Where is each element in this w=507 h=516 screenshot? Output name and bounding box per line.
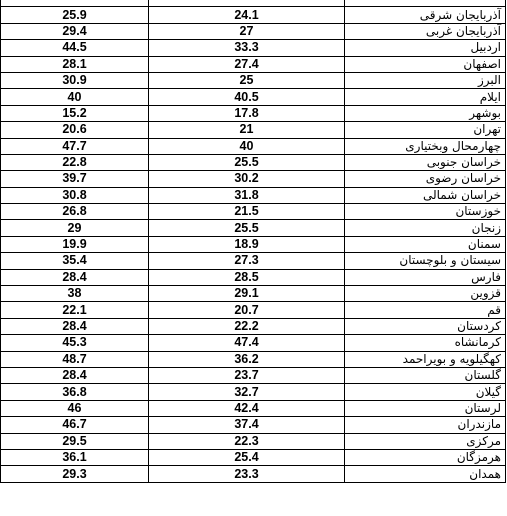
table-row [1,89,506,105]
value-cell-left: 15.2 [1,105,149,121]
table-row [1,253,506,269]
value-cell-middle: 24.1 [149,7,345,23]
value-cell-left: 40 [1,89,149,105]
value-cell-left: 28.4 [1,269,149,285]
value-cell-middle: 23.3 [149,466,345,482]
value-cell-middle: 40.5 [149,89,345,105]
table-row [1,318,506,334]
province-name-cell: لرستان [345,400,506,416]
province-name-cell: سیستان و بلوچستان [345,253,506,269]
value-cell-middle: 30.2 [149,171,345,187]
province-name-cell: خراسان شمالی [345,187,506,203]
table-row [1,187,506,203]
table-row [1,72,506,88]
table-row [1,417,506,433]
value-cell-middle: 40 [149,138,345,154]
value-cell-middle: 23.7 [149,367,345,383]
table-row [1,433,506,449]
province-name-cell: مازندران [345,417,506,433]
province-name-cell: ایلام [345,89,506,105]
province-name-cell: آذربایجان غربی [345,23,506,39]
value-cell-middle: 32.7 [149,384,345,400]
value-cell-left: 44.5 [1,40,149,56]
table-row [1,40,506,56]
province-name-cell: خوزستان [345,204,506,220]
table-row [1,23,506,39]
province-name-cell: تهران [345,122,506,138]
value-cell-middle: 21.5 [149,204,345,220]
value-cell-middle: 22.3 [149,433,345,449]
value-cell-left: 28.4 [1,318,149,334]
table-row [1,335,506,351]
header-province [345,0,506,7]
header-left [1,0,149,7]
value-cell-left: 25.9 [1,7,149,23]
province-name-cell: البرز [345,72,506,88]
province-name-cell: فارس [345,269,506,285]
province-name-cell: بوشهر [345,105,506,121]
province-name-cell: قزوین [345,286,506,302]
value-cell-left: 35.4 [1,253,149,269]
value-cell-middle: 18.9 [149,236,345,252]
value-cell-left: 20.6 [1,122,149,138]
value-cell-middle: 17.8 [149,105,345,121]
province-name-cell: کهگیلویه و بویراحمد [345,351,506,367]
value-cell-middle: 25.4 [149,449,345,465]
table-row [1,105,506,121]
value-cell-middle: 28.5 [149,269,345,285]
value-cell-middle: 25.5 [149,220,345,236]
table-row [1,302,506,318]
table-header-row [1,0,506,7]
value-cell-middle: 27 [149,23,345,39]
value-cell-middle: 29.1 [149,286,345,302]
value-cell-left: 19.9 [1,236,149,252]
value-cell-middle: 27.3 [149,253,345,269]
table-row [1,269,506,285]
table-row [1,236,506,252]
value-cell-left: 28.4 [1,367,149,383]
table-row [1,204,506,220]
value-cell-middle: 20.7 [149,302,345,318]
province-name-cell: خراسان جنوبی [345,154,506,170]
value-cell-left: 28.1 [1,56,149,72]
value-cell-left: 36.8 [1,384,149,400]
table-row [1,122,506,138]
table-row [1,171,506,187]
table-row [1,367,506,383]
value-cell-middle: 25.5 [149,154,345,170]
value-cell-left: 38 [1,286,149,302]
value-cell-left: 46 [1,400,149,416]
province-name-cell: زنجان [345,220,506,236]
province-name-cell: اردبیل [345,40,506,56]
value-cell-middle: 47.4 [149,335,345,351]
value-cell-middle: 25 [149,72,345,88]
table-row [1,351,506,367]
value-cell-middle: 31.8 [149,187,345,203]
province-name-cell: هرمزگان [345,449,506,465]
value-cell-left: 29 [1,220,149,236]
value-cell-left: 22.8 [1,154,149,170]
value-cell-left: 30.9 [1,72,149,88]
value-cell-left: 26.8 [1,204,149,220]
table-row [1,154,506,170]
table-row [1,449,506,465]
province-name-cell: مرکزی [345,433,506,449]
province-name-cell: کرمانشاه [345,335,506,351]
table-row [1,286,506,302]
province-name-cell: قم [345,302,506,318]
table-body [1,7,506,482]
province-name-cell: گلستان [345,367,506,383]
table-row [1,466,506,482]
value-cell-left: 22.1 [1,302,149,318]
value-cell-middle: 22.2 [149,318,345,334]
value-cell-left: 48.7 [1,351,149,367]
value-cell-middle: 36.2 [149,351,345,367]
value-cell-left: 29.5 [1,433,149,449]
value-cell-middle: 33.3 [149,40,345,56]
table-row [1,384,506,400]
value-cell-middle: 21 [149,122,345,138]
value-cell-left: 29.4 [1,23,149,39]
value-cell-left: 47.7 [1,138,149,154]
value-cell-left: 46.7 [1,417,149,433]
value-cell-middle: 27.4 [149,56,345,72]
province-name-cell: اصفهان [345,56,506,72]
province-name-cell: کردستان [345,318,506,334]
province-name-cell: گیلان [345,384,506,400]
table-row [1,56,506,72]
province-name-cell: همدان [345,466,506,482]
header-middle [149,0,345,7]
province-name-cell: سمنان [345,236,506,252]
province-name-cell: خراسان رضوی [345,171,506,187]
table-row [1,400,506,416]
province-name-cell: آذربایجان شرقی [345,7,506,23]
value-cell-left: 29.3 [1,466,149,482]
province-name-cell: چهارمحال وبختیاری [345,138,506,154]
table-row [1,138,506,154]
table-row [1,7,506,23]
table-row [1,220,506,236]
value-cell-left: 39.7 [1,171,149,187]
value-cell-left: 36.1 [1,449,149,465]
value-cell-left: 30.8 [1,187,149,203]
value-cell-left: 45.3 [1,335,149,351]
value-cell-middle: 42.4 [149,400,345,416]
value-cell-middle: 37.4 [149,417,345,433]
